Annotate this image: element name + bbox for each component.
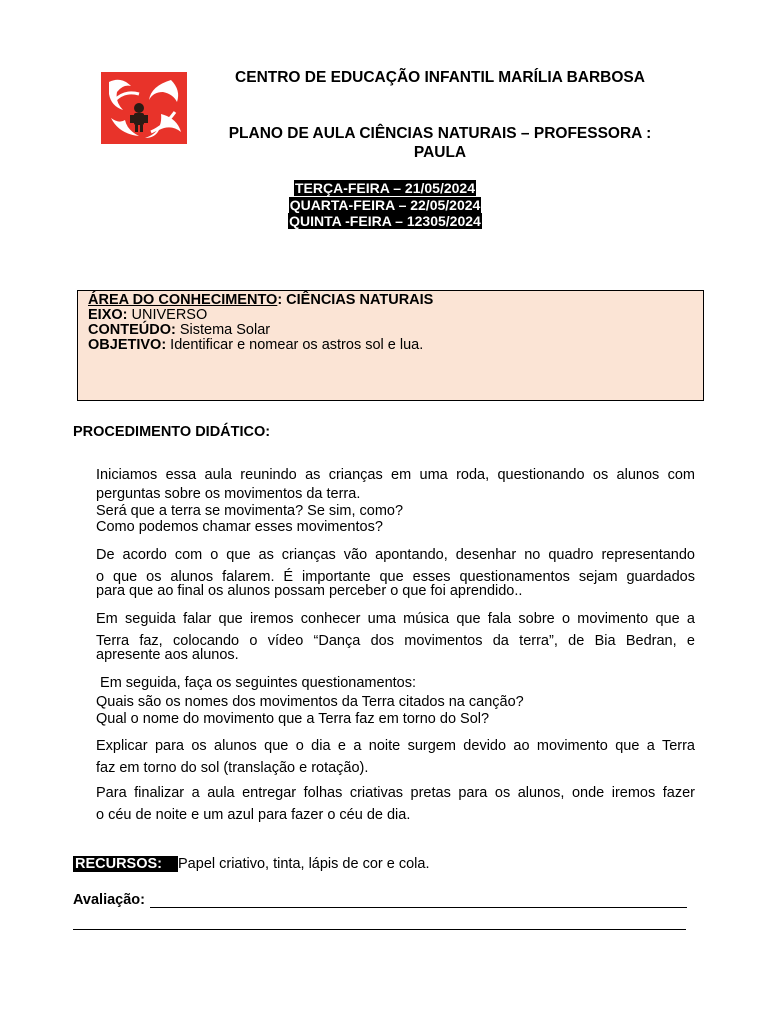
item-line: Em seguida, faça os seguintes questionamentos: xyxy=(96,675,416,691)
item-line: perguntas sobre os movimentos da terra. xyxy=(96,486,361,502)
knowledge-area-box xyxy=(77,290,704,401)
logo-hands-icon xyxy=(101,72,187,144)
eixo-label: EIXO: xyxy=(88,307,128,323)
item-line: para que ao final os alunos possam perceber o que foi aprendido.. xyxy=(96,583,523,599)
item-line: Terra faz, colocando o vídeo “Dança dos movimentos da terra”, de Bia Bedran, e xyxy=(96,633,695,649)
item-line: Iniciamos essa aula reunindo as crianças em uma roda, questionando os alunos com xyxy=(96,467,695,483)
objetivo-row xyxy=(88,338,693,353)
conteudo-label: CONTEÚDO: xyxy=(88,322,176,338)
resources-row xyxy=(73,856,429,872)
item-line: Como podemos chamar esses movimentos? xyxy=(96,519,383,535)
item-line: De acordo com o que as crianças vão apontando, desenhar no quadro representando xyxy=(96,547,695,563)
item-line: faz em torno do sol (translação e rotação). xyxy=(96,760,369,776)
evaluation-label: Avaliação: xyxy=(73,892,145,908)
date-tuesday: TERÇA-FEIRA – 21/05/2024 xyxy=(295,180,475,196)
evaluation-line-1 xyxy=(150,907,687,908)
date-wednesday: QUARTA-FEIRA – 22/05/2024 xyxy=(289,196,481,213)
date-thursday: QUINTA -FEIRA – 12305/2024 xyxy=(289,213,481,229)
resources-value: Papel criativo, tinta, lápis de cor e cola. xyxy=(178,856,430,872)
conteudo-value: Sistema Solar xyxy=(175,322,271,338)
item-line: Qual o nome do movimento que a Terra faz em torno do Sol? xyxy=(96,710,490,727)
item-line: Será que a terra se movimenta? Se sim, como? xyxy=(96,502,404,519)
school-logo xyxy=(101,72,187,144)
eixo-row xyxy=(88,308,693,323)
objetivo-value: Identificar e nomear os astros sol e lua. xyxy=(166,337,424,353)
item-line: o que os alunos falarem. É importante que esses questionamentos sejam guardados xyxy=(96,569,695,585)
item-line: o céu de noite e um azul para fazer o céu de dia. xyxy=(96,807,411,823)
eixo-value: UNIVERSO xyxy=(127,307,208,323)
area-label: ÁREA DO CONHECIMENTO xyxy=(88,292,278,308)
objetivo-label: OBJETIVO: xyxy=(88,337,167,353)
dates-block xyxy=(220,180,550,230)
item-line: apresente aos alunos. xyxy=(96,647,239,663)
item-line: Em seguida falar que iremos conhecer uma música que fala sobre o movimento que a xyxy=(96,611,695,627)
area-value: : CIÊNCIAS NATURAIS xyxy=(277,292,434,308)
item-line: Para finalizar a aula entregar folhas criativas pretas para os alunos, onde iremos fazer xyxy=(96,785,695,801)
plan-title-line2: PAULA xyxy=(413,144,467,161)
resources-label: RECURSOS: xyxy=(75,856,163,872)
plan-title xyxy=(190,124,690,162)
area-row xyxy=(88,293,693,308)
conteudo-row xyxy=(88,323,693,338)
school-name: CENTRO DE EDUCAÇÃO INFANTIL MARÍLIA BARBOSA xyxy=(235,69,645,86)
evaluation-line-2 xyxy=(73,929,686,930)
plan-title-line1: PLANO DE AULA CIÊNCIAS NATURAIS – PROFESSORA : xyxy=(228,125,652,142)
item-line: Explicar para os alunos que o dia e a noite surgem devido ao movimento que a Terra xyxy=(96,738,695,754)
item-line: Quais são os nomes dos movimentos da Terra citados na canção? xyxy=(96,694,524,710)
procedure-title: PROCEDIMENTO DIDÁTICO: xyxy=(73,424,271,440)
